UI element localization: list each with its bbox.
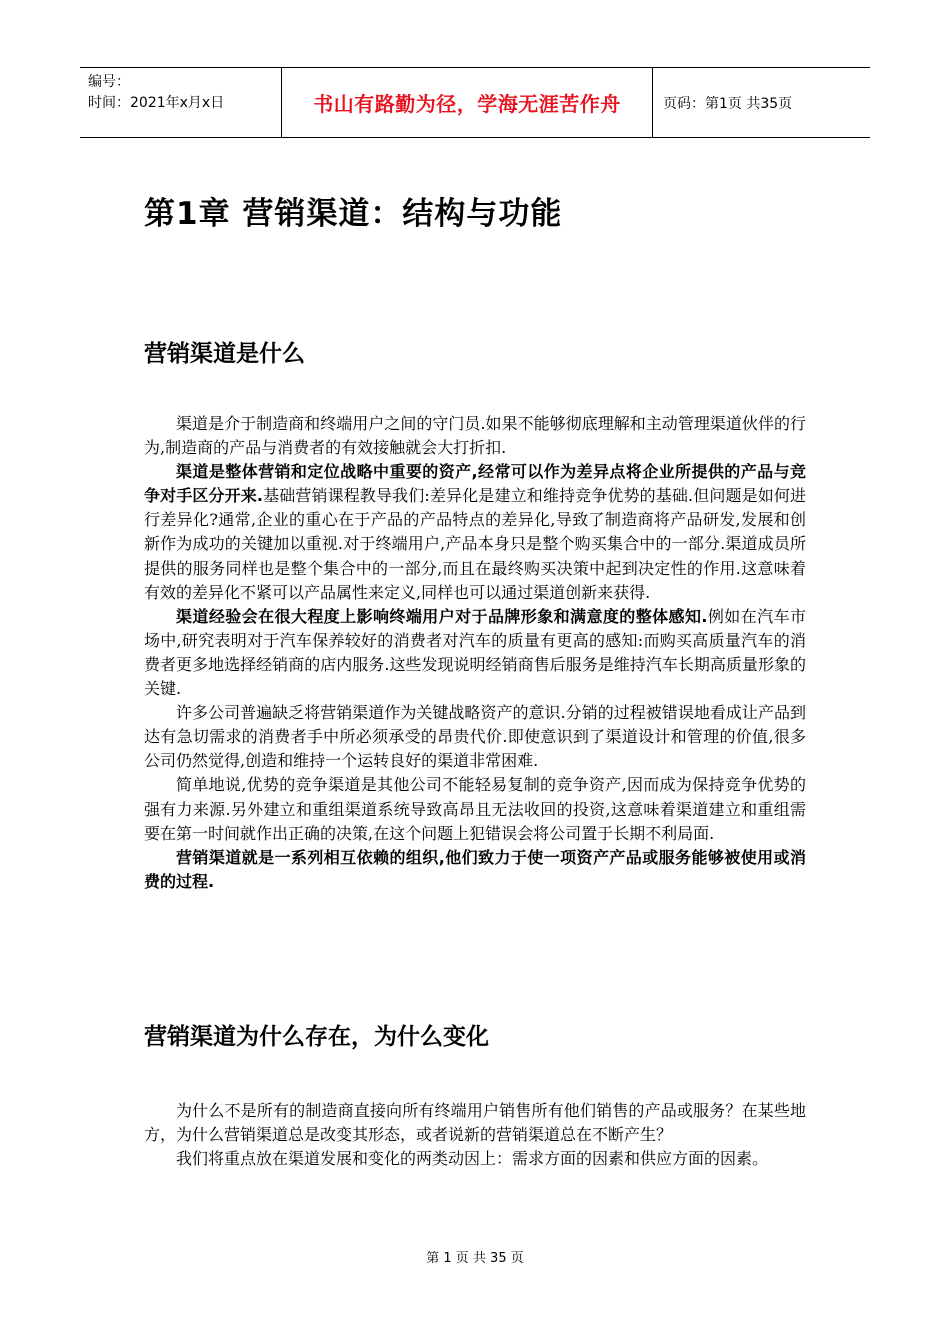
paragraph (144, 1099, 806, 1147)
paragraph-bold-text: 渠道经验会在很大程度上影响终端用户对于品牌形象和满意度的整体感知. (176, 606, 708, 626)
paragraph (144, 460, 806, 605)
section2-paragraphs (144, 1099, 806, 1171)
paragraph (144, 1147, 806, 1171)
paragraph-text: 为什么不是所有的制造商直接向所有终端用户销售所有他们销售的产品或服务？在某些地方，为什么营销渠道总是改变其形态，或者说新的营销渠道总在不断产生？ (144, 1101, 806, 1145)
paragraph (144, 412, 806, 460)
page-header (80, 67, 870, 138)
page-footer: 第 1 页 共 35 页 (426, 1251, 524, 1266)
paragraph-text: 许多公司普遍缺乏将营销渠道作为关键战略资产的意识.分销的过程被错误地看成让产品到达有急切需求的消费者手中所必须承受的昂贵代价.即使意识到了渠道设计和管理的价值,很多公司仍然觉得,创造和维持一个运转良好的渠道非常困难. (144, 703, 806, 771)
paragraph-text: 例如在汽车市场中,研究表明对于汽车保养较好的消费者对汽车的质量有更高的感知:而购买高质量汽车的消费者更多地选择经销商的店内服务.这些发现说明经销商售后服务是维持汽车长期高质量形象的关键. (144, 606, 806, 699)
paragraph-text: 我们将重点放在渠道发展和变化的两类动因上：需求方面的因素和供应方面的因素。 (176, 1149, 769, 1169)
section-title-what-is-channel: 营销渠道是什么 (144, 341, 305, 367)
paragraph-text: 渠道是介于制造商和终端用户之间的守门员.如果不能够彻底理解和主动管理渠道伙伴的行为,制造商的产品与消费者的有效接触就会大打折扣. (144, 414, 806, 458)
chapter-title: 第1章 营销渠道：结构与功能 (144, 196, 563, 232)
paragraph (144, 846, 806, 894)
paragraph (144, 701, 806, 773)
header-meta-cell (80, 68, 282, 137)
document-number-label: 编号： (88, 74, 130, 90)
paragraph-bold-text: 营销渠道就是一系列相互依赖的组织,他们致力于使一项资产产品或服务能够被使用或消费的过程. (144, 847, 806, 891)
section-title-why-channels-exist: 营销渠道为什么存在，为什么变化 (144, 1024, 489, 1050)
paragraph (144, 773, 806, 845)
paragraph-text: 基础营销课程教导我们:差异化是建立和维持竞争优势的基础.但问题是如何进行差异化?通常,企业的重心在于产品的产品特点的差异化,导致了制造商将产品研发,发展和创新作为成功的关键加以重视.对于终端用户,产品本身只是整个购买集合中的一部分.渠道成员所提供的服务同样也是整个集合中的一部分,而且在最终购买决策中起到决定性的作用.这意味着有效的差异化不紧可以产品属性来定义,同样也可以通过渠道创新来获得. (144, 486, 806, 602)
header-page-info: 页码：第1页 共35页 (663, 95, 793, 112)
paragraph-bold-text: 渠道是整体营销和定位战略中重要的资产,经常可以作为差异点将企业所提供的产品与竞争对手区分开来. (144, 462, 806, 506)
document-date-label: 时间：2021年x月x日 (88, 95, 225, 111)
paragraph (144, 605, 806, 701)
paragraph-text: 简单地说,优势的竞争渠道是其他公司不能轻易复制的竞争资产,因而成为保持竞争优势的强有力来源.另外建立和重组渠道系统导致高昂且无法收回的投资,这意味着渠道建立和重组需要在第一时间就作出正确的决策,在这个问题上犯错误会将公司置于长期不利局面. (144, 775, 806, 843)
section1-paragraphs (144, 412, 806, 894)
header-motto: 书山有路勤为径，学海无涯苦作舟 (282, 68, 653, 137)
